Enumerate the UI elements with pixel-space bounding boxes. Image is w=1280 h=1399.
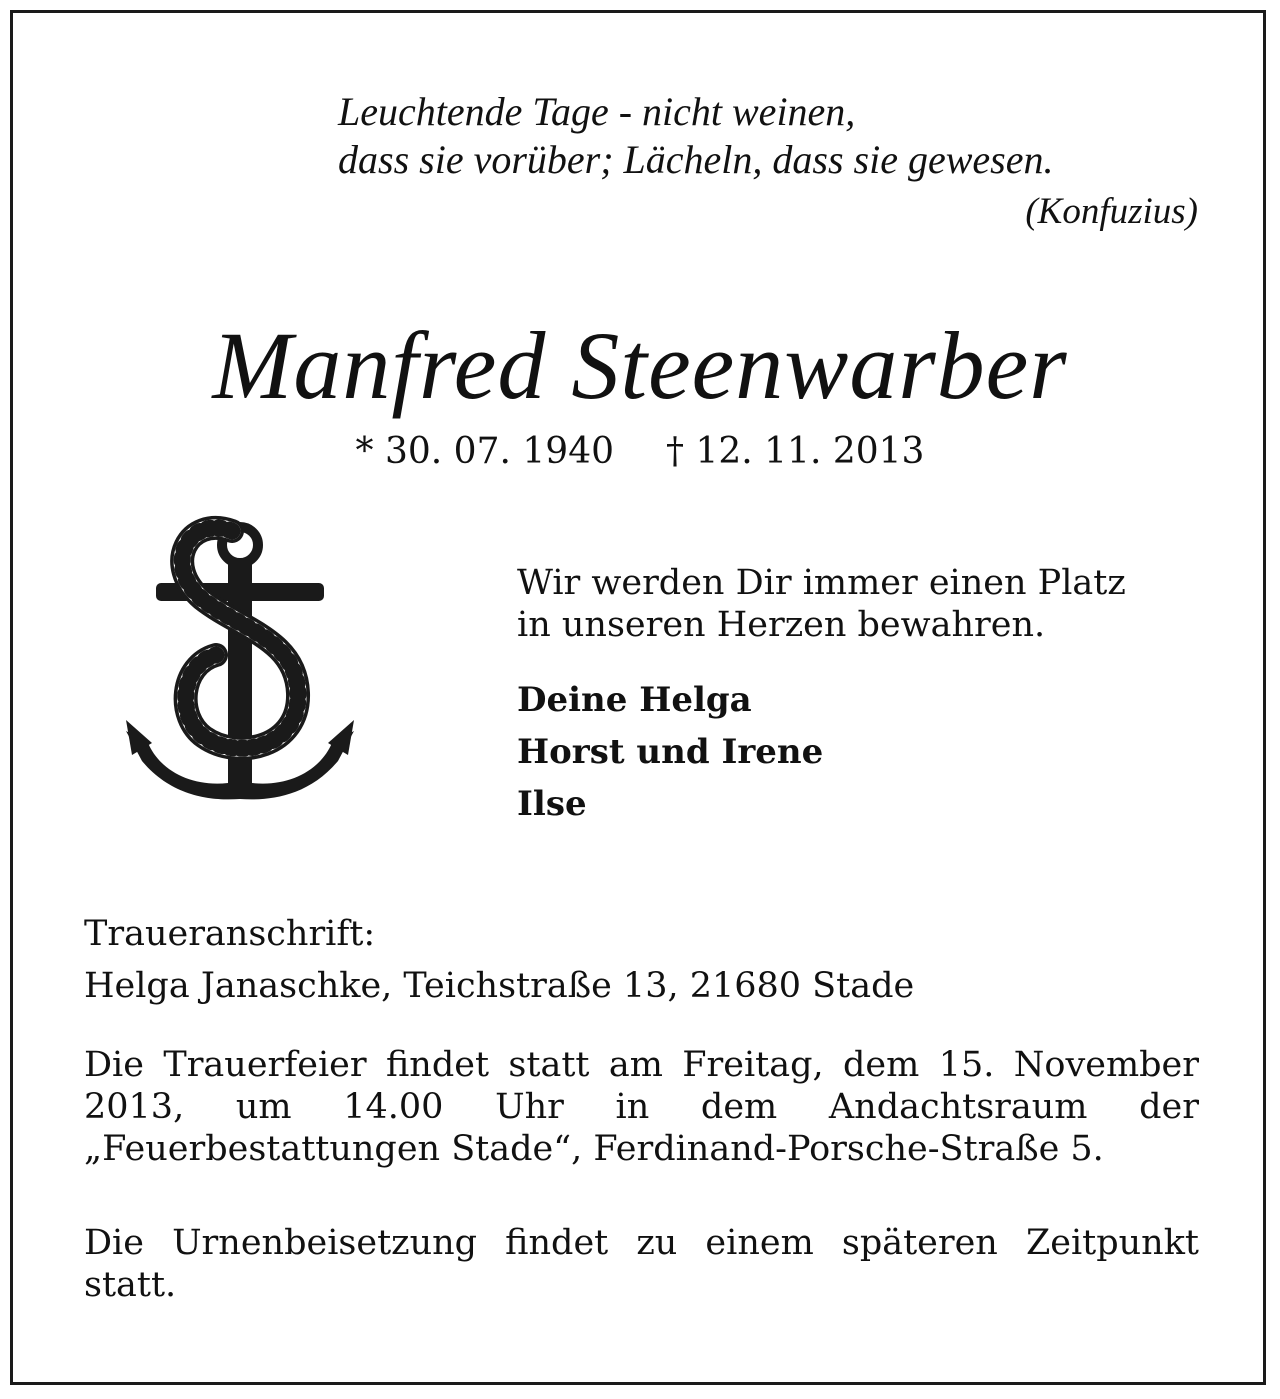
- motto-line-1: Leuchtende Tage - nicht weinen,: [338, 89, 856, 134]
- signer-name: Deine Helga: [517, 680, 752, 720]
- mourning-address: [84, 908, 1199, 1012]
- anchor-with-rope-icon: [120, 515, 360, 805]
- message-line-1: Wir werden Dir immer einen Platz: [517, 563, 1126, 603]
- life-dates: [0, 432, 1280, 472]
- motto-attribution: (Konfuzius): [1025, 191, 1198, 232]
- signer-name: Ilse: [517, 784, 587, 824]
- signers-list: [517, 674, 823, 830]
- address-label: Traueranschrift:: [84, 914, 376, 954]
- ceremony-paragraph: Die Trauerfeier findet statt am Freitag, dem 15. November 2013, um 14.00 Uhr in dem Andachtsraum der „Feuerbestattungen Stade“, Ferdinand-Porsche-Straße 5.: [84, 1045, 1199, 1169]
- deceased-name: Manfred Steenwarber: [212, 312, 1068, 419]
- burial-paragraph: Die Urnenbeisetzung findet zu einem späteren Zeitpunkt statt.: [84, 1223, 1199, 1305]
- signer-name: Horst und Irene: [517, 732, 824, 772]
- motto-quote: [338, 88, 1198, 236]
- birth-date: * 30. 07. 1940: [355, 431, 614, 472]
- death-date: † 12. 11. 2013: [666, 431, 925, 472]
- motto-line-2: dass sie vorüber; Lächeln, dass sie gewesen.: [338, 137, 1054, 182]
- condolence-message: [517, 562, 1217, 646]
- address-value: Helga Janaschke, Teichstraße 13, 21680 Stade: [84, 966, 915, 1006]
- message-line-2: in unseren Herzen bewahren.: [517, 605, 1046, 645]
